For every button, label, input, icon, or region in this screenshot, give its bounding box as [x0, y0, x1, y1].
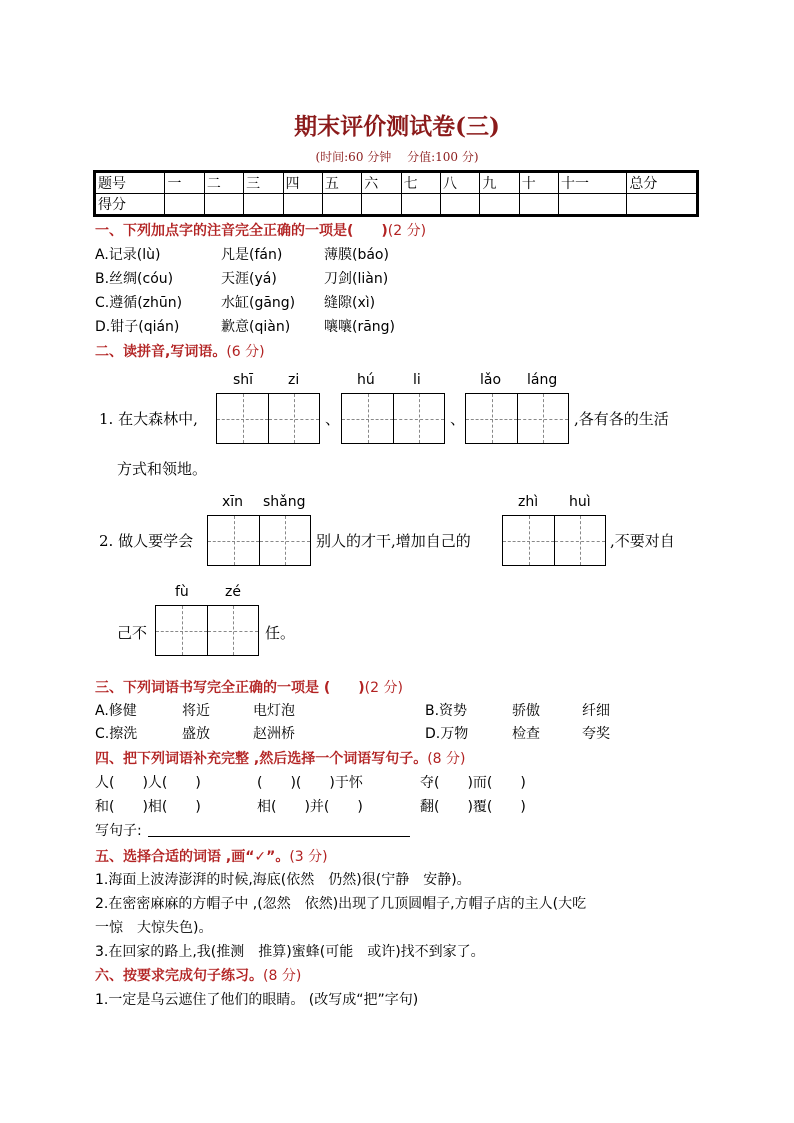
score-cell[interactable]: [401, 194, 440, 216]
q1-option-word: 歉意(qiàn): [221, 319, 291, 335]
pinyin-label: fù: [175, 584, 189, 600]
q1-option-word: 缝隙(xì): [324, 295, 376, 311]
q1-option-word: 嚷嚷(rāng): [324, 319, 396, 335]
q2-sentence-2-mid: 别人的才干,增加自己的: [316, 532, 471, 550]
score-header-cell: 总分: [627, 172, 698, 194]
char-grid-zhihui[interactable]: [502, 515, 606, 566]
q3-option-word: 将近: [182, 703, 210, 719]
char-grid-laolang[interactable]: [465, 393, 569, 444]
q2-sentence-2-post: ,不要对自: [610, 532, 675, 550]
score-cell[interactable]: [244, 194, 283, 216]
score-header-cell: 四: [283, 172, 322, 194]
char-grid-huli[interactable]: [341, 393, 445, 444]
q2-sentence-3-pre: 己不: [117, 624, 148, 642]
q2-separator: 、: [450, 410, 466, 428]
char-grid-xinshang[interactable]: [207, 515, 311, 566]
q2-sentence-1-post: ,各有各的生活: [574, 410, 669, 428]
pinyin-label: zé: [225, 584, 241, 600]
q3-option-a[interactable]: A.修健: [95, 703, 137, 719]
score-header-cell: 五: [322, 172, 361, 194]
q1-option-word: 凡是(fán): [221, 247, 283, 263]
q1-option-word: 水缸(gāng): [221, 295, 296, 311]
q5-item-cont[interactable]: 一惊 大惊失色)。: [95, 920, 213, 936]
score-header-cell: 一: [165, 172, 204, 194]
q5-item[interactable]: 3.在回家的路上,我(推测 推算)蜜蜂(可能 或许)找不到家了。: [95, 944, 485, 960]
score-cell[interactable]: [627, 194, 698, 216]
q1-option-d[interactable]: D.钳子(qián): [95, 319, 180, 335]
pinyin-label: xīn: [222, 494, 244, 510]
score-cell[interactable]: [440, 194, 479, 216]
char-grid-fuze[interactable]: [155, 605, 259, 656]
idiom-blank[interactable]: 相( )并( ): [257, 799, 363, 815]
score-cell[interactable]: [204, 194, 243, 216]
pinyin-label: shǎng: [263, 494, 306, 510]
score-header-cell: 七: [401, 172, 440, 194]
q3-option-word: 赵洲桥: [253, 726, 295, 742]
pinyin-label: lǎo: [480, 372, 502, 388]
pinyin-label: zhì: [518, 494, 539, 510]
char-grid-shizi[interactable]: [216, 393, 320, 444]
q1-heading: 一、下列加点字的注音完全正确的一项是( )(2 分): [95, 223, 427, 239]
q2-sentence-1-pre: 1. 在大森林中,: [99, 410, 198, 428]
pinyin-label: shī: [233, 372, 254, 388]
pinyin-label: hú: [357, 372, 375, 388]
q5-heading: 五、选择合适的词语 ,画“✓”。(3 分): [95, 849, 328, 865]
score-cell[interactable]: [165, 194, 204, 216]
pinyin-label: láng: [527, 372, 558, 388]
score-cell[interactable]: [362, 194, 401, 216]
q3-option-word: 盛放: [182, 726, 210, 742]
score-row-label: 得分: [95, 194, 165, 216]
q1-option-word: 刀剑(liàn): [324, 271, 389, 287]
q2-separator: 、: [325, 410, 341, 428]
score-cell[interactable]: [283, 194, 322, 216]
idiom-blank[interactable]: 人( )人( ): [95, 775, 201, 791]
score-cell[interactable]: [559, 194, 627, 216]
pinyin-label: huì: [569, 494, 591, 510]
q3-option-word: 电灯泡: [253, 703, 295, 719]
score-cell[interactable]: [480, 194, 519, 216]
q1-option-c[interactable]: C.遵循(zhūn): [95, 295, 183, 311]
q3-option-c[interactable]: C.擦洗: [95, 726, 138, 742]
score-header-cell: 九: [480, 172, 519, 194]
q3-heading: 三、下列词语书写完全正确的一项是 ( )(2 分): [95, 680, 403, 696]
score-header-cell: 十一: [559, 172, 627, 194]
q5-item[interactable]: 2.在密密麻麻的方帽子中 ,(忽然 依然)出现了几顶圆帽子,方帽子店的主人(大吃: [95, 896, 587, 912]
q1-option-word: 薄膜(báo): [324, 247, 389, 263]
page-subtitle: (时间:60 分钟 分值:100 分): [315, 150, 479, 164]
q4-heading: 四、把下列词语补充完整 ,然后选择一个词语写句子。(8 分): [95, 751, 466, 767]
score-header-cell: 三: [244, 172, 283, 194]
q5-item[interactable]: 1.海面上波涛澎湃的时候,海底(依然 仍然)很(宁静 安静)。: [95, 872, 471, 888]
pinyin-label: li: [413, 372, 421, 388]
q6-item: 1.一定是乌云遮住了他们的眼睛。 (改写成“把”字句): [95, 992, 419, 1008]
q3-option-word: 检查: [512, 726, 540, 742]
write-sentence-label: 写句子:: [95, 823, 142, 839]
q6-heading: 六、按要求完成句子练习。(8 分): [95, 968, 302, 984]
q3-option-word: 夸奖: [582, 726, 610, 742]
score-header-row: [95, 172, 698, 194]
score-value-row: [95, 194, 698, 216]
write-sentence-line[interactable]: [148, 836, 410, 837]
q1-option-a[interactable]: A.记录(lù): [95, 247, 161, 263]
score-header-cell: 六: [362, 172, 401, 194]
q2-sentence-2-pre: 2. 做人要学会: [99, 532, 194, 550]
q2-sentence-1-cont: 方式和领地。: [117, 460, 208, 478]
score-header-cell: 十: [519, 172, 558, 194]
check-mark-icon: ✓: [254, 849, 267, 865]
q2-heading: 二、读拼音,写词语。(6 分): [95, 344, 265, 360]
idiom-blank[interactable]: ( )( )于怀: [257, 775, 363, 791]
idiom-blank[interactable]: 和( )相( ): [95, 799, 201, 815]
score-table: [93, 170, 699, 217]
q1-option-b[interactable]: B.丝绸(cóu): [95, 271, 174, 287]
idiom-blank[interactable]: 翻( )覆( ): [420, 799, 526, 815]
pinyin-label: zi: [288, 372, 300, 388]
q2-sentence-3-post: 任。: [265, 624, 296, 642]
q3-option-d[interactable]: D.万物: [425, 726, 469, 742]
score-cell[interactable]: [322, 194, 361, 216]
q3-option-b[interactable]: B.资势: [425, 703, 468, 719]
q3-option-word: 纤细: [582, 703, 610, 719]
page-title: 期末评价测试卷(三): [294, 113, 500, 140]
q3-option-word: 骄傲: [512, 703, 540, 719]
score-header-cell: 题号: [95, 172, 165, 194]
score-header-cell: 八: [440, 172, 479, 194]
score-cell[interactable]: [519, 194, 558, 216]
idiom-blank[interactable]: 夺( )而( ): [420, 775, 526, 791]
score-header-cell: 二: [204, 172, 243, 194]
q1-option-word: 天涯(yá): [221, 271, 277, 287]
